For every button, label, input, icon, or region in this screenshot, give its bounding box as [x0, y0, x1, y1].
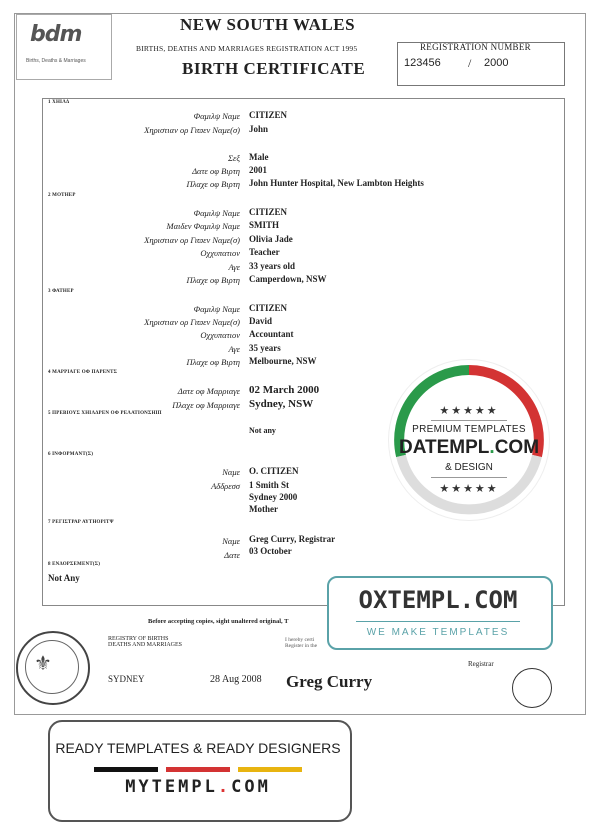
- child-sex: Male: [249, 152, 269, 162]
- informant-address-line2: Sydney 2000: [249, 492, 298, 502]
- father-given: David: [249, 316, 273, 326]
- mytempl-tagline: READY TEMPLATES & READY DESIGNERS: [55, 740, 341, 756]
- mother-age: 33 years old: [249, 261, 295, 271]
- child-dob-label: Δατε οφ Βιρτη: [192, 166, 240, 176]
- section-father: 3 ΦΑΤΗΕΡ: [48, 289, 74, 294]
- registrar-date-label: Δατε: [224, 550, 240, 560]
- mytempl-name: MYTEMPL: [125, 777, 218, 797]
- previous-children-value: Not any: [249, 426, 276, 435]
- informant-relation: Mother: [249, 504, 278, 514]
- father-age-label: Αγε: [228, 344, 240, 354]
- mytempl-bar-black: [94, 767, 158, 772]
- registration-label: REGISTRATION NUMBER: [420, 42, 531, 52]
- registry-line1: REGISTRY OF BIRTHS: [108, 636, 169, 642]
- registry-line2: DEATHS AND MARRIAGES: [108, 642, 183, 648]
- mother-family-name: CITIZEN: [249, 207, 288, 217]
- mother-given-label: Χηριστιαν ορ Γιϖεν Ναμε(σ): [144, 235, 240, 245]
- father-age: 35 years: [249, 343, 281, 353]
- mother-age-label: Αγε: [228, 262, 240, 272]
- seal-circle: [512, 668, 552, 708]
- badge-premium-text: PREMIUM TEMPLATES: [412, 424, 526, 435]
- child-given-label: Χηριστιαν ορ Γιϖεν Ναμε(σ): [144, 125, 240, 135]
- registrar-name-label: Ναμε: [222, 536, 240, 546]
- father-family-name: CITIZEN: [249, 303, 288, 313]
- father-pob-label: Πλαχε οφ Βιρτη: [186, 357, 240, 367]
- mytempl-dot: .: [217, 777, 232, 797]
- mother-pob: Camperdown, NSW: [249, 274, 327, 284]
- mother-maiden: SMITH: [249, 220, 280, 230]
- marriage-date: 02 March 2000: [249, 384, 320, 396]
- section-informant: 6 ΙΝΦΟΡΜΑΝΤ(Σ): [48, 452, 94, 457]
- act-heading: BIRTHS, DEATHS AND MARRIAGES REGISTRATION ACT 1995: [136, 44, 358, 53]
- mytempl-bar-gold: [238, 767, 302, 772]
- section-mother: 2 ΜΟΤΗΕΡ: [48, 193, 76, 198]
- registry-name: [108, 636, 182, 648]
- badge-datempl-name: DATEMPL: [398, 437, 490, 458]
- oxtempl-title: OXTEMPL.COM: [358, 586, 518, 614]
- child-sex-label: Σεξ: [227, 153, 240, 163]
- certify-line1: I hereby certi: [285, 637, 315, 643]
- marriage-place-label: Πλαχε οφ Μαρριαγε: [172, 400, 240, 410]
- badge-stars-top: ★★★★★: [439, 405, 499, 417]
- registrar-label: Registrar: [468, 660, 494, 668]
- father-occupation-label: Οχχυπατιον: [200, 330, 240, 340]
- informant-name: O. CITIZEN: [249, 466, 299, 476]
- mother-occupation-label: Οχχυπατιον: [200, 248, 240, 258]
- badge-datempl-dot: .: [489, 437, 495, 458]
- section-child: 1 ΧΗΙΛΔ: [48, 100, 70, 105]
- section-endorsements: 8 ΕΝΔΟΡΣΕΜΕΝΤ(Σ): [48, 562, 101, 567]
- mytempl-bar-red: [166, 767, 230, 772]
- registration-slash: /: [468, 56, 472, 70]
- certify-text: [285, 637, 317, 649]
- state-heading: NEW SOUTH WALES: [180, 15, 356, 34]
- bdm-logo-caption: Births, Deaths & Marriages: [26, 58, 86, 64]
- badge-datempl-text: [389, 437, 549, 459]
- oxtempl-subtitle: WE MAKE TEMPLATES: [366, 627, 510, 638]
- father-occupation: Accountant: [249, 329, 294, 339]
- section-marriage: 4 ΜΑΡΡΙΑΓΕ ΟΦ ΠΑΡΕΝΤΣ: [48, 370, 118, 375]
- registrar-name: Greg Curry, Registrar: [249, 534, 336, 544]
- badge-divider-bottom: [431, 477, 507, 478]
- informant-name-label: Ναμε: [222, 467, 240, 477]
- mother-family-name-label: Φαμιλψ Ναμε: [193, 208, 240, 218]
- oxtempl-divider: [356, 621, 520, 622]
- marriage-place: Sydney, NSW: [249, 398, 314, 410]
- mytempl-tld: COM: [231, 777, 271, 797]
- mother-given: Olivia Jade: [249, 234, 293, 244]
- bdm-logo-mark: bdm: [30, 22, 82, 47]
- mother-occupation: Teacher: [249, 247, 280, 257]
- section-registrar: 7 ΡΕΓΙΣΤΡΑΡ ΑΥΤΗΟΡΙΤΨ: [48, 520, 114, 525]
- child-family-name: CITIZEN: [249, 110, 288, 120]
- mytempl-brand: [48, 777, 348, 797]
- informant-address-line1: 1 Smith St: [249, 480, 290, 490]
- mother-maiden-label: Μαιδεν Φαμιλψ Ναμε: [166, 221, 240, 231]
- registration-number: 123456: [404, 57, 441, 69]
- footer-note: Before accepting copies, sight unaltered original, T: [148, 618, 289, 625]
- registrar-date: 03 October: [249, 546, 292, 556]
- registrar-signature: Greg Curry: [286, 672, 373, 691]
- section-previous-children: 5 ΠΡΕΒΙΟΥΣ ΧΗΙΛΔΡΕΝ ΟΦ ΡΕΛΑΤΙΟΝΣΗΙΠ: [48, 411, 162, 416]
- mother-pob-label: Πλαχε οφ Βιρτη: [186, 275, 240, 285]
- badge-design-text: & DESIGN: [445, 462, 493, 473]
- issue-city: SYDNEY: [108, 674, 145, 684]
- marriage-date-label: Δατε οφ Μαρριαγε: [177, 386, 240, 396]
- father-given-label: Χηριστιαν ορ Γιϖεν Ναμε(σ): [144, 317, 240, 327]
- badge-divider-top: [431, 420, 507, 421]
- father-pob: Melbourne, NSW: [249, 356, 317, 366]
- registration-year: 2000: [484, 57, 509, 69]
- badge-stars-bottom: ★★★★★: [439, 483, 499, 495]
- father-family-name-label: Φαμιλψ Ναμε: [193, 304, 240, 314]
- child-pob: John Hunter Hospital, New Lambton Heights: [249, 178, 424, 188]
- certificate-title: BIRTH CERTIFICATE: [182, 59, 366, 78]
- issue-date: 28 Aug 2008: [210, 674, 262, 685]
- informant-address-label: Αδδρεσσ: [211, 481, 240, 491]
- child-dob: 2001: [249, 165, 267, 175]
- coat-of-arms-icon: ⚜: [34, 653, 52, 675]
- child-given: John: [249, 124, 269, 134]
- child-family-name-label: Φαμιλψ Ναμε: [193, 111, 240, 121]
- certify-line2: Register in the: [285, 643, 318, 649]
- badge-datempl-tld: COM: [494, 437, 540, 458]
- endorsements-value: Not Any: [48, 573, 80, 583]
- child-pob-label: Πλαχε οφ Βιρτη: [186, 179, 240, 189]
